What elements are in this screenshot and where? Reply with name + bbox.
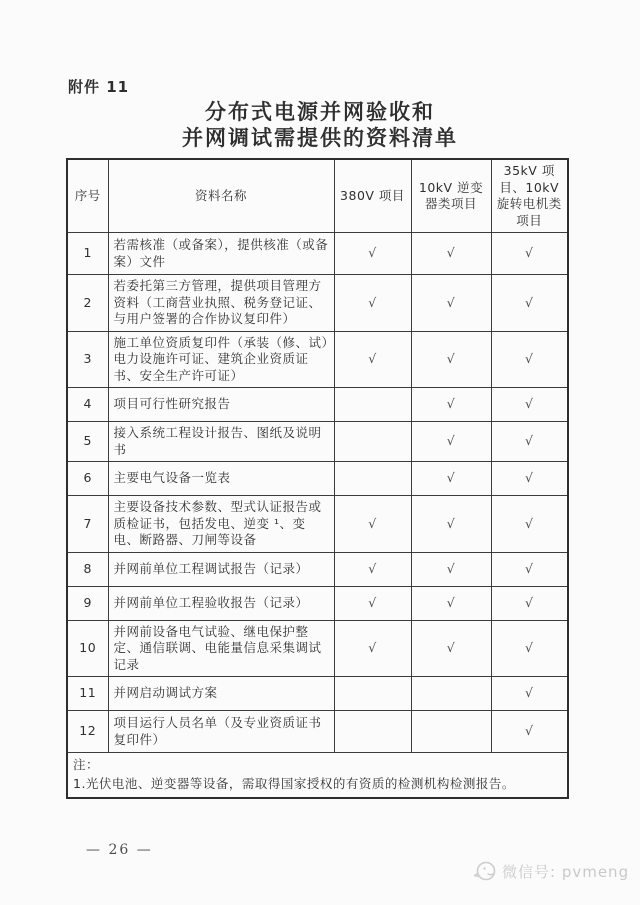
header-no: 序号	[67, 159, 108, 233]
mark-380v: √	[334, 233, 411, 275]
mark-10kv	[411, 711, 491, 753]
mark-380v	[334, 677, 411, 711]
row-name: 项目运行人员名单（及专业资质证书复印件）	[108, 711, 334, 753]
mark-380v: √	[334, 552, 411, 586]
materials-checklist-table	[66, 158, 569, 799]
header-380v: 380V 项目	[334, 159, 411, 233]
row-number: 2	[67, 275, 108, 332]
note-label: 注：	[73, 757, 100, 772]
row-number: 11	[67, 677, 108, 711]
table-row	[67, 677, 568, 711]
mark-380v: √	[334, 620, 411, 677]
mark-35kv: √	[491, 620, 568, 677]
mark-380v	[334, 388, 411, 422]
mark-380v: √	[334, 275, 411, 332]
mark-10kv: √	[411, 233, 491, 275]
document-title	[0, 100, 640, 152]
row-name: 项目可行性研究报告	[108, 388, 334, 422]
row-number: 9	[67, 586, 108, 620]
mark-35kv: √	[491, 496, 568, 553]
mark-380v: √	[334, 496, 411, 553]
mark-35kv: √	[491, 711, 568, 753]
note-line-1: 1.光伏电池、逆变器等设备，需取得国家授权的有资质的检测机构检测报告。	[73, 775, 515, 791]
row-number: 10	[67, 620, 108, 677]
row-number: 3	[67, 331, 108, 388]
mark-10kv: √	[411, 422, 491, 462]
mark-35kv: √	[491, 233, 568, 275]
mark-380v: √	[334, 586, 411, 620]
mark-35kv: √	[491, 462, 568, 496]
table-row	[67, 620, 568, 677]
row-number: 12	[67, 711, 108, 753]
row-name: 若需核准（或备案），提供核准（或备案）文件	[108, 233, 334, 275]
mark-10kv: √	[411, 275, 491, 332]
table-row	[67, 496, 568, 553]
wechat-watermark	[472, 858, 629, 884]
row-name: 施工单位资质复印件（承装（修、试）电力设施许可证、建筑企业资质证书、安全生产许可证）	[108, 331, 334, 388]
mark-10kv	[411, 677, 491, 711]
mark-35kv: √	[491, 331, 568, 388]
mark-380v	[334, 711, 411, 753]
watermark-text: 微信号: pvmeng	[502, 862, 630, 881]
row-number: 7	[67, 496, 108, 553]
mark-10kv: √	[411, 586, 491, 620]
row-number: 5	[67, 422, 108, 462]
mark-380v	[334, 462, 411, 496]
mark-10kv: √	[411, 552, 491, 586]
title-line-2: 并网调试需提供的资料清单	[182, 125, 458, 150]
attachment-label: 附件 11	[68, 78, 130, 96]
mark-10kv: √	[411, 462, 491, 496]
mark-35kv: √	[491, 552, 568, 586]
mark-10kv: √	[411, 388, 491, 422]
table-row	[67, 233, 568, 275]
row-name: 并网启动调试方案	[108, 677, 334, 711]
row-number: 4	[67, 388, 108, 422]
table-row	[67, 275, 568, 332]
header-10kv: 10kV 逆变器类项目	[411, 159, 491, 233]
mark-10kv: √	[411, 331, 491, 388]
row-number: 1	[67, 233, 108, 275]
mark-35kv: √	[491, 388, 568, 422]
table-row	[67, 331, 568, 388]
page-number: — 26 —	[86, 842, 153, 858]
mark-35kv: √	[491, 677, 568, 711]
row-name: 接入系统工程设计报告、图纸及说明书	[108, 422, 334, 462]
table-row	[67, 462, 568, 496]
mark-10kv: √	[411, 620, 491, 677]
title-line-1: 分布式电源并网验收和	[205, 100, 435, 124]
mark-380v: √	[334, 331, 411, 388]
row-name: 并网前单位工程调试报告（记录）	[108, 552, 334, 586]
header-35kv: 35kV 项目、10kV 旋转电机类项目	[491, 159, 568, 233]
header-name: 资料名称	[108, 159, 334, 233]
table-row	[67, 711, 568, 753]
mark-10kv: √	[411, 496, 491, 553]
table-row	[67, 586, 568, 620]
row-name: 并网前单位工程验收报告（记录）	[108, 586, 334, 620]
wechat-mascot-icon	[472, 858, 498, 884]
row-name: 主要电气设备一览表	[108, 462, 334, 496]
row-name: 并网前设备电气试验、继电保护整定、通信联调、电能量信息采集调试记录	[108, 620, 334, 677]
row-name: 主要设备技术参数、型式认证报告或质检证书，包括发电、逆变 ¹、变电、断路器、刀闸等设备	[108, 496, 334, 553]
table-row	[67, 552, 568, 586]
table-header-row	[67, 159, 568, 233]
table-row	[67, 422, 568, 462]
table-note-row	[67, 753, 568, 798]
row-number: 8	[67, 552, 108, 586]
table-row	[67, 388, 568, 422]
mark-35kv: √	[491, 275, 568, 332]
row-number: 6	[67, 462, 108, 496]
mark-380v	[334, 422, 411, 462]
row-name: 若委托第三方管理，提供项目管理方资料（工商营业执照、税务登记证、与用户签署的合作协议复印件）	[108, 275, 334, 332]
mark-35kv: √	[491, 586, 568, 620]
mark-35kv: √	[491, 422, 568, 462]
